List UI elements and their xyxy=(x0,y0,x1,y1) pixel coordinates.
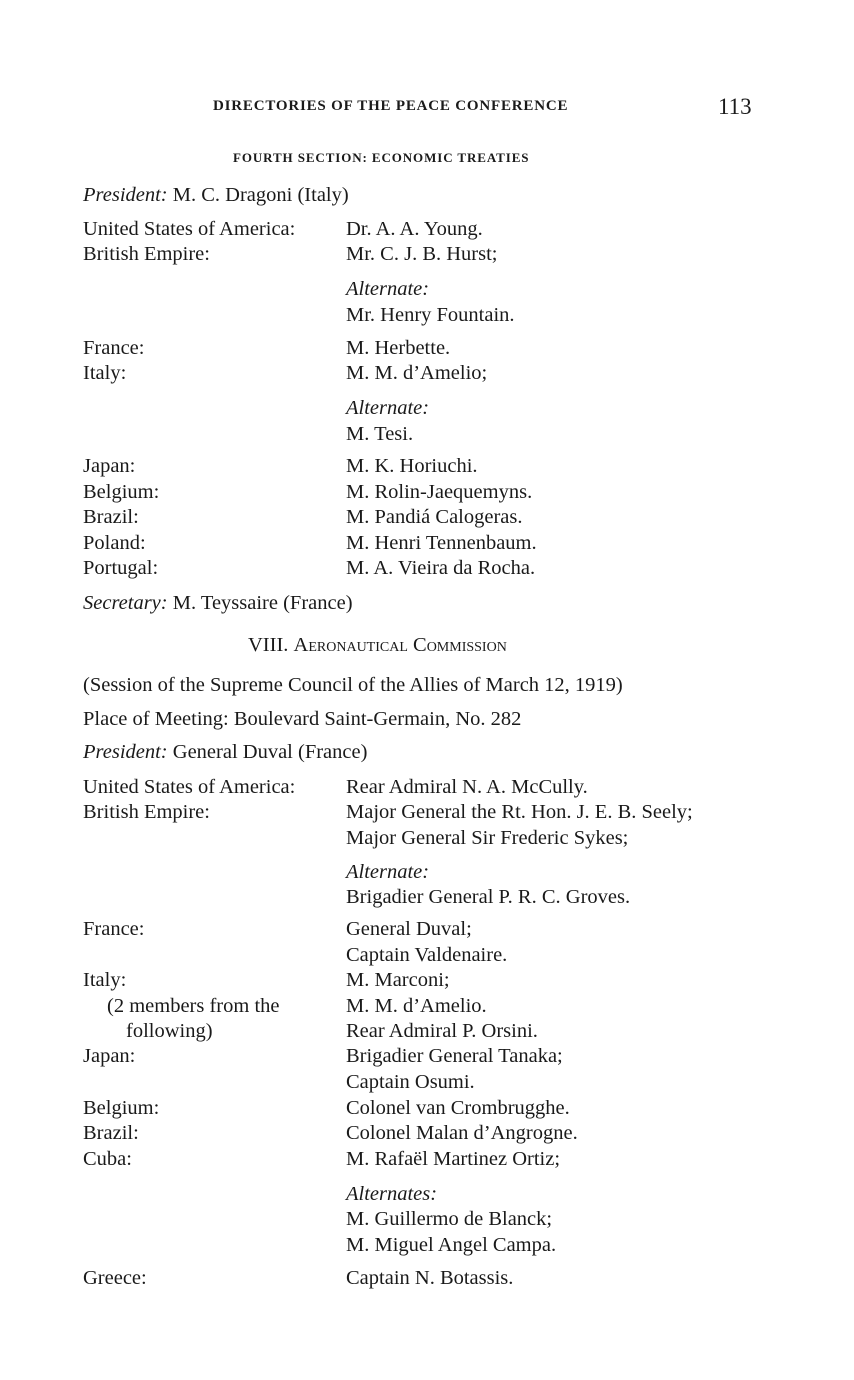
country-label: Belgium: xyxy=(83,481,160,503)
member-name: M. M. d’Amelio; xyxy=(346,362,488,384)
country-note: following) xyxy=(126,1020,213,1042)
alternate-label: Alternate: xyxy=(346,278,430,300)
member-name: M. Tesi. xyxy=(346,423,414,445)
alternate-label: Alternate: xyxy=(346,861,430,883)
member-name: M. Guillermo de Blanck; xyxy=(346,1208,553,1230)
member-name: Colonel Malan d’Angrogne. xyxy=(346,1122,578,1144)
country-label: France: xyxy=(83,918,145,940)
alternates-label: Alternates: xyxy=(346,1183,438,1205)
page-number: 113 xyxy=(718,94,752,119)
member-name: M. Rafaël Martinez Ortiz; xyxy=(346,1148,561,1170)
secretary-value: M. Teyssaire (France) xyxy=(172,592,353,614)
member-name: M. K. Horiuchi. xyxy=(346,455,478,477)
member-name: Captain N. Botassis. xyxy=(346,1267,514,1289)
country-label: Greece: xyxy=(83,1267,147,1289)
running-title: DIRECTORIES OF THE PEACE CONFERENCE xyxy=(213,98,569,114)
country-label: Belgium: xyxy=(83,1097,160,1119)
member-name: Mr. Henry Fountain. xyxy=(346,304,515,326)
country-label: United States of America: xyxy=(83,218,296,240)
member-name: Brigadier General Tanaka; xyxy=(346,1045,563,1067)
president-label: President: xyxy=(83,741,168,763)
member-name: M. Herbette. xyxy=(346,337,451,359)
member-name: M. Henri Tennenbaum. xyxy=(346,532,537,554)
country-label: Brazil: xyxy=(83,1122,139,1144)
member-name: Rear Admiral N. A. McCully. xyxy=(346,776,588,798)
place-of-meeting: Place of Meeting: Boulevard Saint-Germain, No. 282 xyxy=(83,708,522,730)
country-label: Poland: xyxy=(83,532,146,554)
member-name: Brigadier General P. R. C. Groves. xyxy=(346,886,631,908)
country-label: Italy: xyxy=(83,362,127,384)
president-line xyxy=(83,739,367,765)
session-note: (Session of the Supreme Council of the Allies of March 12, 1919) xyxy=(83,674,623,696)
member-name: Colonel van Crombrugghe. xyxy=(346,1097,570,1119)
country-label: United States of America: xyxy=(83,776,296,798)
president-value: M. C. Dragoni (Italy) xyxy=(172,184,349,206)
member-name: Major General Sir Frederic Sykes; xyxy=(346,827,629,849)
president-value: General Duval (France) xyxy=(172,741,368,763)
member-name: M. Pandiá Calogeras. xyxy=(346,506,523,528)
member-name: General Duval; xyxy=(346,918,472,940)
member-name: M. Rolin-Jaequemyns. xyxy=(346,481,533,503)
country-label: Japan: xyxy=(83,455,136,477)
country-label: France: xyxy=(83,337,145,359)
commission-title xyxy=(248,634,507,657)
member-name: M. A. Vieira da Rocha. xyxy=(346,557,536,579)
country-label: British Empire: xyxy=(83,243,210,265)
secretary-label: Secretary: xyxy=(83,592,168,614)
commission-numeral: VIII. xyxy=(248,634,289,656)
member-name: Dr. A. A. Young. xyxy=(346,218,483,240)
member-name: Captain Valdenaire. xyxy=(346,944,508,966)
member-name: M. Miguel Angel Campa. xyxy=(346,1234,557,1256)
country-label: Japan: xyxy=(83,1045,136,1067)
country-note: (2 members from the xyxy=(107,995,280,1017)
member-name: Captain Osumi. xyxy=(346,1071,475,1093)
member-name: M. Marconi; xyxy=(346,969,450,991)
member-name: Rear Admiral P. Orsini. xyxy=(346,1020,538,1042)
country-label: Brazil: xyxy=(83,506,139,528)
member-name: Major General the Rt. Hon. J. E. B. Seely; xyxy=(346,801,693,823)
president-label: President: xyxy=(83,184,168,206)
commission-name: Aeronautical Commission xyxy=(293,634,507,656)
member-name: M. M. d’Amelio. xyxy=(346,995,487,1017)
country-label: Cuba: xyxy=(83,1148,132,1170)
section-heading-economic-treaties: FOURTH SECTION: ECONOMIC TREATIES xyxy=(233,150,530,165)
alternate-label: Alternate: xyxy=(346,397,430,419)
member-name: Mr. C. J. B. Hurst; xyxy=(346,243,498,265)
country-label: Portugal: xyxy=(83,557,159,579)
president-line xyxy=(83,182,349,208)
country-label: British Empire: xyxy=(83,801,210,823)
secretary-line xyxy=(83,590,353,616)
country-label: Italy: xyxy=(83,969,127,991)
